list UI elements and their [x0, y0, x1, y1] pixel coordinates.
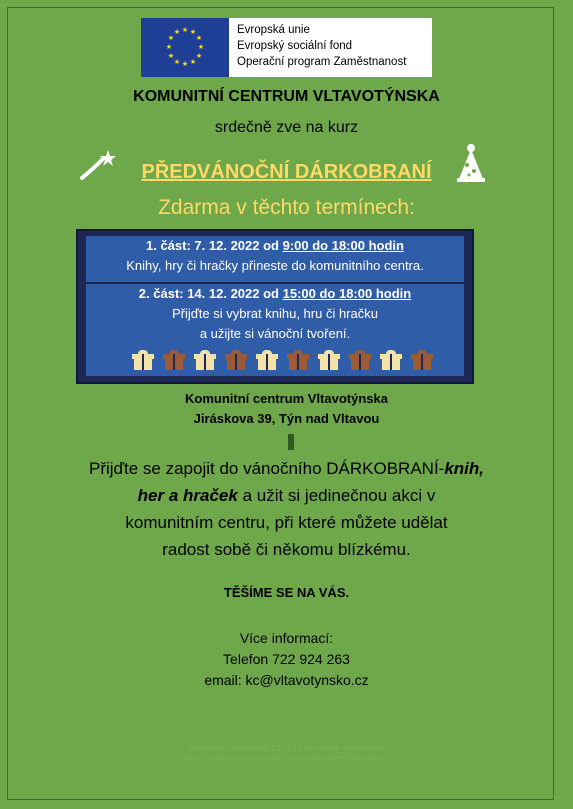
part-1 [86, 236, 464, 282]
party-hat-icon [455, 143, 487, 183]
gift-icon [194, 350, 216, 370]
svg-text:★: ★ [189, 28, 197, 36]
schedule-box [76, 229, 474, 384]
gift-icon [287, 350, 309, 370]
invite-part-d: a užit si jedinečnou akci v [237, 486, 436, 505]
eu-line-2: Evropský sociální fond [237, 40, 353, 52]
gift-icon [132, 350, 154, 370]
svg-text:★: ★ [167, 52, 175, 60]
invitation-text [0, 455, 573, 563]
venue-address [0, 389, 573, 429]
invite-line: srdečně zve na kurz [214, 119, 359, 136]
gift-icon [411, 350, 433, 370]
part-1-desc: Knihy, hry či hračky přineste do komunitního centra. [126, 258, 424, 273]
svg-text:★: ★ [181, 26, 189, 34]
free-dates-heading: Zdarma v těchto termínech: [158, 196, 415, 219]
gift-icon [256, 350, 278, 370]
part-2-desc-1: Přijďte si vybrat knihu, hru či hračku [172, 306, 378, 321]
svg-text:★: ★ [165, 43, 173, 51]
invite-part-c: her a hraček [137, 486, 238, 505]
svg-text:★: ★ [173, 58, 181, 66]
invite-line-1 [0, 455, 573, 482]
invite-part-a: Přijďte se zapojit do vánočního DÁRKOBRANÍ- [89, 459, 445, 478]
gift-icon [349, 350, 371, 370]
part-1-time: 9:00 do 18:00 hodin [282, 238, 404, 253]
invite-line-4: radost sobě či někomu blízkému. [162, 540, 411, 559]
svg-text:★: ★ [181, 60, 189, 68]
project-footer [0, 745, 573, 765]
eu-text [229, 18, 406, 77]
event-title: PŘEDVÁNOČNÍ DÁRKOBRANÍ [141, 161, 432, 183]
svg-text:★: ★ [195, 34, 203, 42]
svg-text:★: ★ [167, 34, 175, 42]
invite-line-3: komunitním centru, při které můžete udělat [125, 513, 448, 532]
venue-name: Komunitní centrum Vltavotýnska [185, 391, 388, 406]
org-title: KOMUNITNÍ CENTRUM VLTAVOTÝNSKA [133, 88, 440, 105]
eu-logo [141, 18, 432, 77]
part-2-time: 15:00 do 18:00 hodin [282, 286, 412, 301]
gift-row [132, 350, 433, 370]
svg-text:★: ★ [173, 28, 181, 36]
gift-icon [163, 350, 185, 370]
contact-info [0, 628, 573, 691]
svg-text:★: ★ [197, 43, 205, 51]
part-1-prefix: 1. část: 7. 12. 2022 od [146, 238, 283, 253]
svg-text:★: ★ [189, 58, 197, 66]
venue-street: Jiráskova 39, Týn nad Vltavou [193, 411, 380, 426]
part-2-desc-2: a užijte si vánoční tvoření. [199, 326, 351, 341]
invite-line-2 [0, 482, 573, 509]
gift-icon [225, 350, 247, 370]
part-1-date [86, 236, 464, 256]
part-2 [86, 284, 464, 376]
info-title: Více informací: [239, 630, 334, 646]
gift-icon [380, 350, 402, 370]
footer-line-1: Registrační číslo projektu: CZ.03.2.63/0.0/0.0/19_097/0014728 [189, 746, 384, 753]
svg-text:★: ★ [195, 52, 203, 60]
eu-line-1: Evropská unie [237, 24, 310, 36]
gift-icon [318, 350, 340, 370]
invite-part-b: knih, [444, 459, 484, 478]
separator-mark [288, 434, 294, 450]
eu-line-3: Operační program Zaměstnanost [237, 56, 407, 68]
greeting: TĚŠÍME SE NA VÁS. [223, 585, 350, 600]
info-phone: Telefon 722 924 263 [223, 651, 350, 667]
info-email: email: kc@vltavotynsko.cz [204, 672, 369, 688]
part-2-prefix: 2. část: 14. 12. 2022 od [138, 286, 283, 301]
part-2-date [86, 284, 464, 304]
footer-line-2: Název projektu: Komunitní život v Komunitním centru Vltavotýnska [183, 756, 390, 763]
eu-flag-icon [141, 18, 229, 77]
